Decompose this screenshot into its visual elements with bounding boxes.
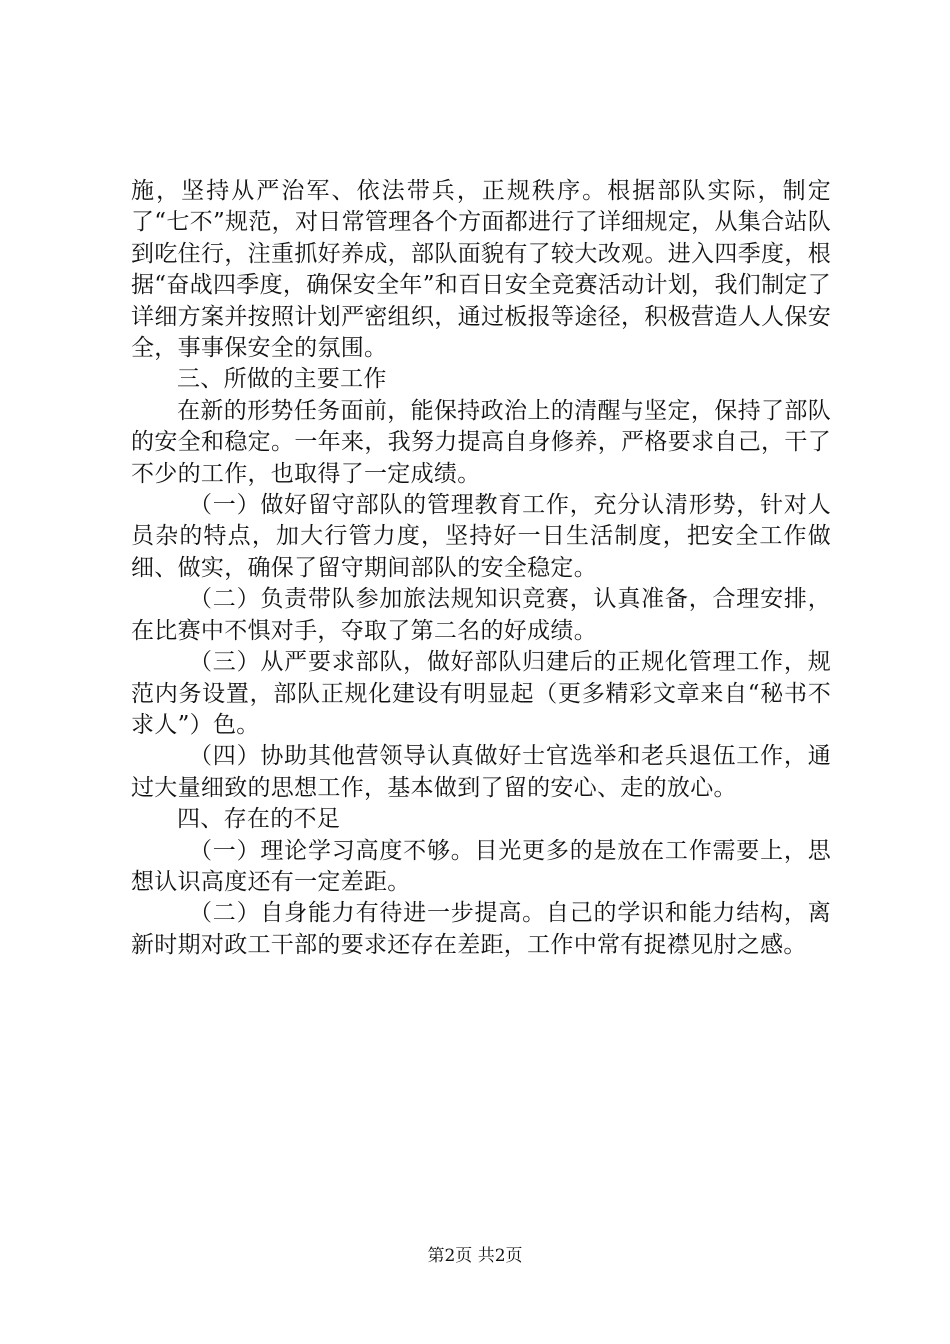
paragraph-shortcoming-2: （二）自身能力有待进一步提高。自己的学识和能力结构，离新时期对政工干部的要求还存在差距，工作中常有捉襟见肘之感。	[131, 900, 831, 958]
page-footer: 第2页 共2页	[427, 1246, 523, 1266]
paragraph-item-1: （一）做好留守部队的管理教育工作，充分认清形势，针对人员杂的特点，加大行管力度，坚持好一日生活制度，把安全工作做细、做实，确保了留守期间部队的安全稳定。	[131, 492, 831, 581]
paragraph-item-2: （二）负责带队参加旅法规知识竞赛，认真准备，合理安排，在比赛中不惧对手，夺取了第二名的好成绩。	[131, 586, 831, 644]
section-heading-main-work: 三、所做的主要工作	[177, 366, 387, 393]
paragraph-shortcoming-1: （一）理论学习高度不够。目光更多的是放在工作需要上，思想认识高度还有一定差距。	[131, 837, 831, 895]
section-heading-shortcomings: 四、存在的不足	[177, 806, 341, 833]
document-body	[131, 176, 831, 961]
paragraph-item-4: （四）协助其他营领导认真做好士官选举和老兵退伍工作，通过大量细致的思想工作，基本做到了留的安心、走的放心。	[131, 743, 831, 801]
paragraph-continuation: 施，坚持从严治军、依法带兵，正规秩序。根据部队实际，制定了“七不”规范，对日常管理各个方面都进行了详细规定，从集合站队到吃住行，注重抓好养成，部队面貌有了较大改观。进入四季度，根据“奋战四季度，确保安全年”和百日安全竞赛活动计划，我们制定了详细方案并按照计划严密组织，通过板报等途径，积极营造人人保安全，事事保安全的氛围。	[131, 178, 831, 362]
paragraph-item-3: （三）从严要求部队，做好部队归建后的正规化管理工作，规范内务设置，部队正规化建设有明显起（更多精彩文章来自“秘书不求人”）色。	[131, 649, 831, 738]
paragraph-intro: 在新的形势任务面前，能保持政治上的清醒与坚定，保持了部队的安全和稳定。一年来，我努力提高自身修养，严格要求自己，干了不少的工作，也取得了一定成绩。	[131, 397, 831, 487]
